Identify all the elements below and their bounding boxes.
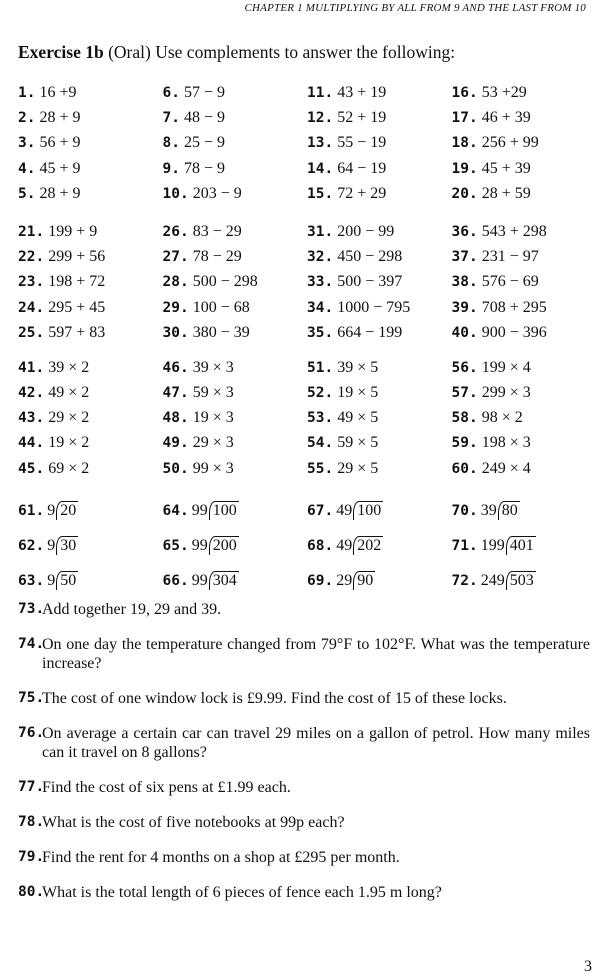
problem-number: 45. [18, 460, 45, 477]
problem-item [18, 320, 163, 345]
problem-number: 22. [18, 249, 45, 266]
division-item [307, 493, 452, 528]
problem-expression: 664 − 199 [337, 323, 403, 341]
problem-number: 55. [307, 460, 334, 477]
problem-expression: 55 − 19 [337, 134, 387, 152]
problem-expression: 543 + 298 [481, 222, 547, 240]
problem-number: 6. [162, 85, 180, 101]
division-item [18, 493, 163, 528]
problem-expression: 708 + 295 [481, 298, 547, 316]
problem-number: 13. [307, 135, 334, 152]
problem-expression: 1000 − 795 [337, 298, 411, 316]
problem-number: 64. [162, 502, 189, 519]
problem-number: 8. [162, 135, 180, 152]
dividend: 100 [209, 501, 239, 520]
problem-expression: 59 × 3 [192, 384, 234, 402]
problem-number: 42. [18, 385, 45, 402]
problem-number: 39. [451, 299, 478, 316]
problem-item [452, 320, 597, 345]
problem-number: 40. [451, 324, 478, 341]
division-item [452, 528, 597, 563]
problem-expression: 29 × 2 [48, 409, 90, 427]
problem-expression: 46 + 39 [481, 109, 531, 127]
problem-item [307, 430, 452, 455]
problem-item [18, 219, 163, 244]
problem-number: 4. [18, 160, 36, 177]
problem-number: 36. [451, 223, 478, 240]
problem-number: 49. [162, 435, 189, 452]
problem-number: 48. [162, 410, 189, 427]
problem-number: 77. [18, 779, 45, 795]
divisor: 99 [191, 536, 208, 554]
problem-item [452, 105, 597, 130]
problem-expression: 52 + 19 [337, 109, 387, 127]
division-item [18, 528, 163, 563]
problem-expression: 500 − 298 [192, 273, 258, 291]
problem-item [163, 320, 308, 345]
word-problem [18, 689, 590, 708]
problem-number: 41. [18, 359, 45, 376]
problem-number: 12. [307, 110, 334, 127]
problem-expression: 98 × 2 [481, 409, 523, 427]
problem-number: 51. [307, 359, 334, 376]
divisor: 49 [336, 536, 353, 554]
problem-expression: 199 + 9 [48, 222, 98, 240]
problem-number: 16. [451, 85, 478, 101]
problem-number: 33. [307, 274, 334, 291]
problem-item [452, 430, 597, 455]
problem-expression: 576 − 69 [481, 273, 539, 291]
problem-number: 9. [162, 160, 180, 177]
problem-number: 23. [18, 274, 45, 291]
problem-item [452, 130, 597, 155]
problem-number: 73. [18, 601, 45, 617]
running-header: CHAPTER 1 MULTIPLYING BY ALL FROM 9 AND THE LAST FROM 10 [244, 2, 586, 14]
division-item [163, 493, 308, 528]
problem-block-division [18, 493, 596, 598]
problem-item [307, 156, 452, 181]
problem-number: 67. [307, 502, 334, 519]
problem-item [163, 181, 308, 206]
division-item [307, 528, 452, 563]
problem-number: 3. [18, 135, 36, 152]
problem-number: 58. [451, 410, 478, 427]
problem-item [18, 105, 163, 130]
problem-item [307, 355, 452, 380]
problem-item [163, 244, 308, 269]
problem-number: 26. [162, 223, 189, 240]
problem-item [307, 181, 452, 206]
problem-number: 79. [18, 849, 45, 865]
problem-item [163, 156, 308, 181]
problem-expression: 198 × 3 [481, 434, 531, 452]
problem-text: Find the rent for 4 months on a shop at £295 per month. [42, 849, 400, 866]
problem-number: 72. [451, 572, 478, 589]
problem-expression: 19 × 3 [192, 409, 234, 427]
problem-number: 37. [451, 249, 478, 266]
problem-item [163, 80, 308, 105]
dividend: 202 [353, 536, 383, 555]
divisor: 99 [191, 501, 208, 519]
dividend: 100 [353, 501, 383, 520]
problem-number: 2. [18, 110, 36, 127]
problem-expression: 200 − 99 [337, 222, 395, 240]
problem-item [163, 355, 308, 380]
problem-item [307, 269, 452, 294]
problem-item [452, 380, 597, 405]
problem-number: 30. [162, 324, 189, 341]
problem-expression: 380 − 39 [192, 323, 250, 341]
problem-expression: 39 × 3 [192, 358, 234, 376]
problem-grid [18, 80, 596, 598]
problem-item [307, 219, 452, 244]
problem-number: 66. [162, 572, 189, 589]
problem-expression: 198 + 72 [48, 273, 106, 291]
problem-number: 61. [18, 502, 45, 519]
problem-number: 78. [18, 814, 45, 830]
problem-item [163, 105, 308, 130]
problem-number: 35. [307, 324, 334, 341]
problem-item [18, 380, 163, 405]
problem-expression: 72 + 29 [337, 184, 387, 202]
word-problems [18, 600, 590, 918]
exercise-label: Exercise 1b [18, 42, 104, 62]
problem-item [163, 430, 308, 455]
divisor: 249 [480, 571, 505, 589]
word-problem [18, 848, 590, 867]
problem-expression: 45 + 39 [481, 159, 531, 177]
dividend: 401 [506, 536, 536, 555]
word-problem [18, 813, 590, 832]
problem-expression: 49 × 2 [48, 384, 90, 402]
problem-expression: 48 − 9 [183, 109, 225, 127]
problem-expression: 78 − 9 [183, 159, 225, 177]
problem-item [163, 269, 308, 294]
problem-item [307, 405, 452, 430]
problem-expression: 25 − 9 [183, 134, 225, 152]
dividend: 30 [56, 536, 78, 555]
problem-number: 80. [18, 884, 45, 900]
problem-expression: 57 − 9 [183, 84, 225, 101]
problem-item [18, 456, 163, 481]
problem-number: 28. [162, 274, 189, 291]
problem-expression: 500 − 397 [337, 273, 403, 291]
problem-item [452, 80, 597, 105]
problem-expression: 59 × 5 [337, 434, 379, 452]
problem-number: 56. [451, 359, 478, 376]
problem-number: 47. [162, 385, 189, 402]
problem-number: 32. [307, 249, 334, 266]
problem-expression: 39 × 2 [48, 358, 90, 376]
problem-item [18, 244, 163, 269]
divisor: 29 [336, 571, 353, 589]
problem-item [307, 295, 452, 320]
problem-number: 70. [451, 502, 478, 519]
problem-number: 52. [307, 385, 334, 402]
problem-expression: 900 − 396 [481, 323, 547, 341]
problem-text: The cost of one window lock is £9.99. Find the cost of 15 of these locks. [42, 690, 507, 707]
problem-number: 75. [18, 690, 45, 706]
division-item [163, 563, 308, 598]
problem-item [163, 380, 308, 405]
problem-expression: 16 +9 [39, 84, 77, 101]
problem-item [18, 181, 163, 206]
problem-expression: 231 − 97 [481, 248, 539, 266]
problem-number: 50. [162, 460, 189, 477]
dividend: 20 [56, 501, 78, 520]
problem-item [163, 130, 308, 155]
problem-item [18, 430, 163, 455]
division-item [452, 493, 597, 528]
problem-number: 31. [307, 223, 334, 240]
divisor: 9 [47, 501, 56, 519]
problem-text: What is the total length of 6 pieces of fence each 1.95 m long? [42, 884, 442, 901]
problem-item [452, 456, 597, 481]
problem-item [307, 80, 452, 105]
problem-expression: 597 + 83 [48, 323, 106, 341]
problem-item [18, 269, 163, 294]
problem-text: Find the cost of six pens at £1.99 each. [42, 779, 291, 796]
problem-number: 21. [18, 223, 45, 240]
problem-item [18, 405, 163, 430]
dividend: 50 [56, 571, 78, 590]
problem-expression: 69 × 2 [48, 459, 90, 477]
problem-number: 14. [307, 160, 334, 177]
problem-expression: 78 − 29 [192, 248, 242, 266]
problem-expression: 19 × 2 [48, 434, 90, 452]
problem-number: 54. [307, 435, 334, 452]
problem-item [307, 320, 452, 345]
problem-expression: 203 − 9 [192, 184, 242, 202]
problem-number: 63. [18, 572, 45, 589]
divisor: 39 [480, 501, 497, 519]
problem-item [18, 130, 163, 155]
problem-block-multiplication [18, 355, 596, 481]
division-item [452, 563, 597, 598]
problem-item [307, 130, 452, 155]
problem-item [163, 295, 308, 320]
problem-number: 10. [162, 185, 189, 202]
problem-expression: 299 + 56 [48, 248, 106, 266]
problem-expression: 28 + 9 [39, 184, 81, 202]
problem-item [18, 355, 163, 380]
problem-number: 1. [18, 85, 36, 101]
problem-item [452, 405, 597, 430]
word-problem [18, 883, 590, 902]
problem-number: 76. [18, 725, 45, 741]
word-problem [18, 724, 590, 762]
problem-item [18, 156, 163, 181]
problem-number: 71. [451, 537, 478, 554]
problem-number: 53. [307, 410, 334, 427]
problem-item [163, 405, 308, 430]
divisor: 99 [191, 571, 208, 589]
problem-number: 60. [451, 460, 478, 477]
word-problem [18, 600, 590, 619]
problem-expression: 49 × 5 [337, 409, 379, 427]
problem-expression: 53 +29 [481, 84, 527, 101]
problem-expression: 45 + 9 [39, 159, 81, 177]
problem-item [163, 219, 308, 244]
problem-number: 15. [307, 185, 334, 202]
problem-text: Add together 19, 29 and 39. [42, 601, 222, 618]
problem-item [452, 156, 597, 181]
problem-expression: 28 + 59 [481, 184, 531, 202]
dividend: 80 [498, 501, 520, 520]
dividend: 304 [209, 571, 239, 590]
problem-expression: 29 × 3 [192, 434, 234, 452]
problem-number: 65. [162, 537, 189, 554]
problem-number: 18. [451, 135, 478, 152]
problem-number: 38. [451, 274, 478, 291]
problem-number: 24. [18, 299, 45, 316]
problem-number: 29. [162, 299, 189, 316]
problem-number: 46. [162, 359, 189, 376]
problem-item [18, 80, 163, 105]
problem-number: 59. [451, 435, 478, 452]
problem-expression: 450 − 298 [337, 248, 403, 266]
divisor: 9 [47, 536, 56, 554]
problem-item [307, 380, 452, 405]
problem-item [452, 355, 597, 380]
dividend: 503 [506, 571, 536, 590]
problem-expression: 295 + 45 [48, 298, 106, 316]
divisor: 49 [336, 501, 353, 519]
problem-expression: 64 − 19 [337, 159, 387, 177]
problem-expression: 83 − 29 [192, 222, 242, 240]
problem-item [452, 244, 597, 269]
problem-number: 69. [307, 572, 334, 589]
problem-item [307, 456, 452, 481]
problem-number: 44. [18, 435, 45, 452]
problem-expression: 39 × 5 [337, 358, 379, 376]
word-problem [18, 778, 590, 797]
problem-block-mixed [18, 219, 596, 345]
problem-expression: 299 × 3 [481, 384, 531, 402]
problem-expression: 199 × 4 [481, 358, 531, 376]
problem-number: 27. [162, 249, 189, 266]
exercise-heading [18, 42, 455, 63]
problem-number: 43. [18, 410, 45, 427]
problem-item [452, 269, 597, 294]
division-item [163, 528, 308, 563]
problem-item [307, 105, 452, 130]
problem-text: On average a certain car can travel 29 miles on a gallon of petrol. How many miles can it travel on 8 gallons? [42, 725, 590, 761]
exercise-instruction: (Oral) Use complements to answer the following: [108, 42, 456, 62]
problem-number: 62. [18, 537, 45, 554]
divisor: 9 [47, 571, 56, 589]
problem-item [452, 295, 597, 320]
dividend: 90 [353, 571, 375, 590]
problem-item [18, 295, 163, 320]
problem-expression: 28 + 9 [39, 109, 81, 127]
problem-number: 74. [18, 636, 45, 652]
problem-number: 17. [451, 110, 478, 127]
problem-expression: 43 + 19 [337, 84, 387, 101]
problem-expression: 29 × 5 [337, 459, 379, 477]
problem-number: 68. [307, 537, 334, 554]
problem-number: 7. [162, 110, 180, 127]
dividend: 200 [209, 536, 239, 555]
problem-expression: 256 + 99 [481, 134, 539, 152]
problem-number: 19. [451, 160, 478, 177]
problem-number: 25. [18, 324, 45, 341]
word-problem [18, 635, 590, 673]
problem-expression: 19 × 5 [337, 384, 379, 402]
problem-expression: 100 − 68 [192, 298, 250, 316]
problem-item [452, 181, 597, 206]
problem-expression: 56 + 9 [39, 134, 81, 152]
problem-number: 57. [451, 385, 478, 402]
problem-block-addition [18, 80, 596, 206]
problem-item [452, 219, 597, 244]
problem-item [307, 244, 452, 269]
problem-item [163, 456, 308, 481]
problem-number: 34. [307, 299, 334, 316]
problem-text: What is the cost of five notebooks at 99p each? [42, 814, 345, 831]
problem-number: 11. [307, 85, 334, 101]
problem-number: 5. [18, 185, 36, 202]
problem-number: 20. [451, 185, 478, 202]
problem-expression: 249 × 4 [481, 459, 531, 477]
division-item [18, 563, 163, 598]
problem-text: On one day the temperature changed from 79°F to 102°F. What was the temperature increase? [42, 636, 590, 672]
problem-expression: 99 × 3 [192, 459, 234, 477]
divisor: 199 [480, 536, 505, 554]
division-item [307, 563, 452, 598]
page-number: 3 [584, 958, 592, 975]
